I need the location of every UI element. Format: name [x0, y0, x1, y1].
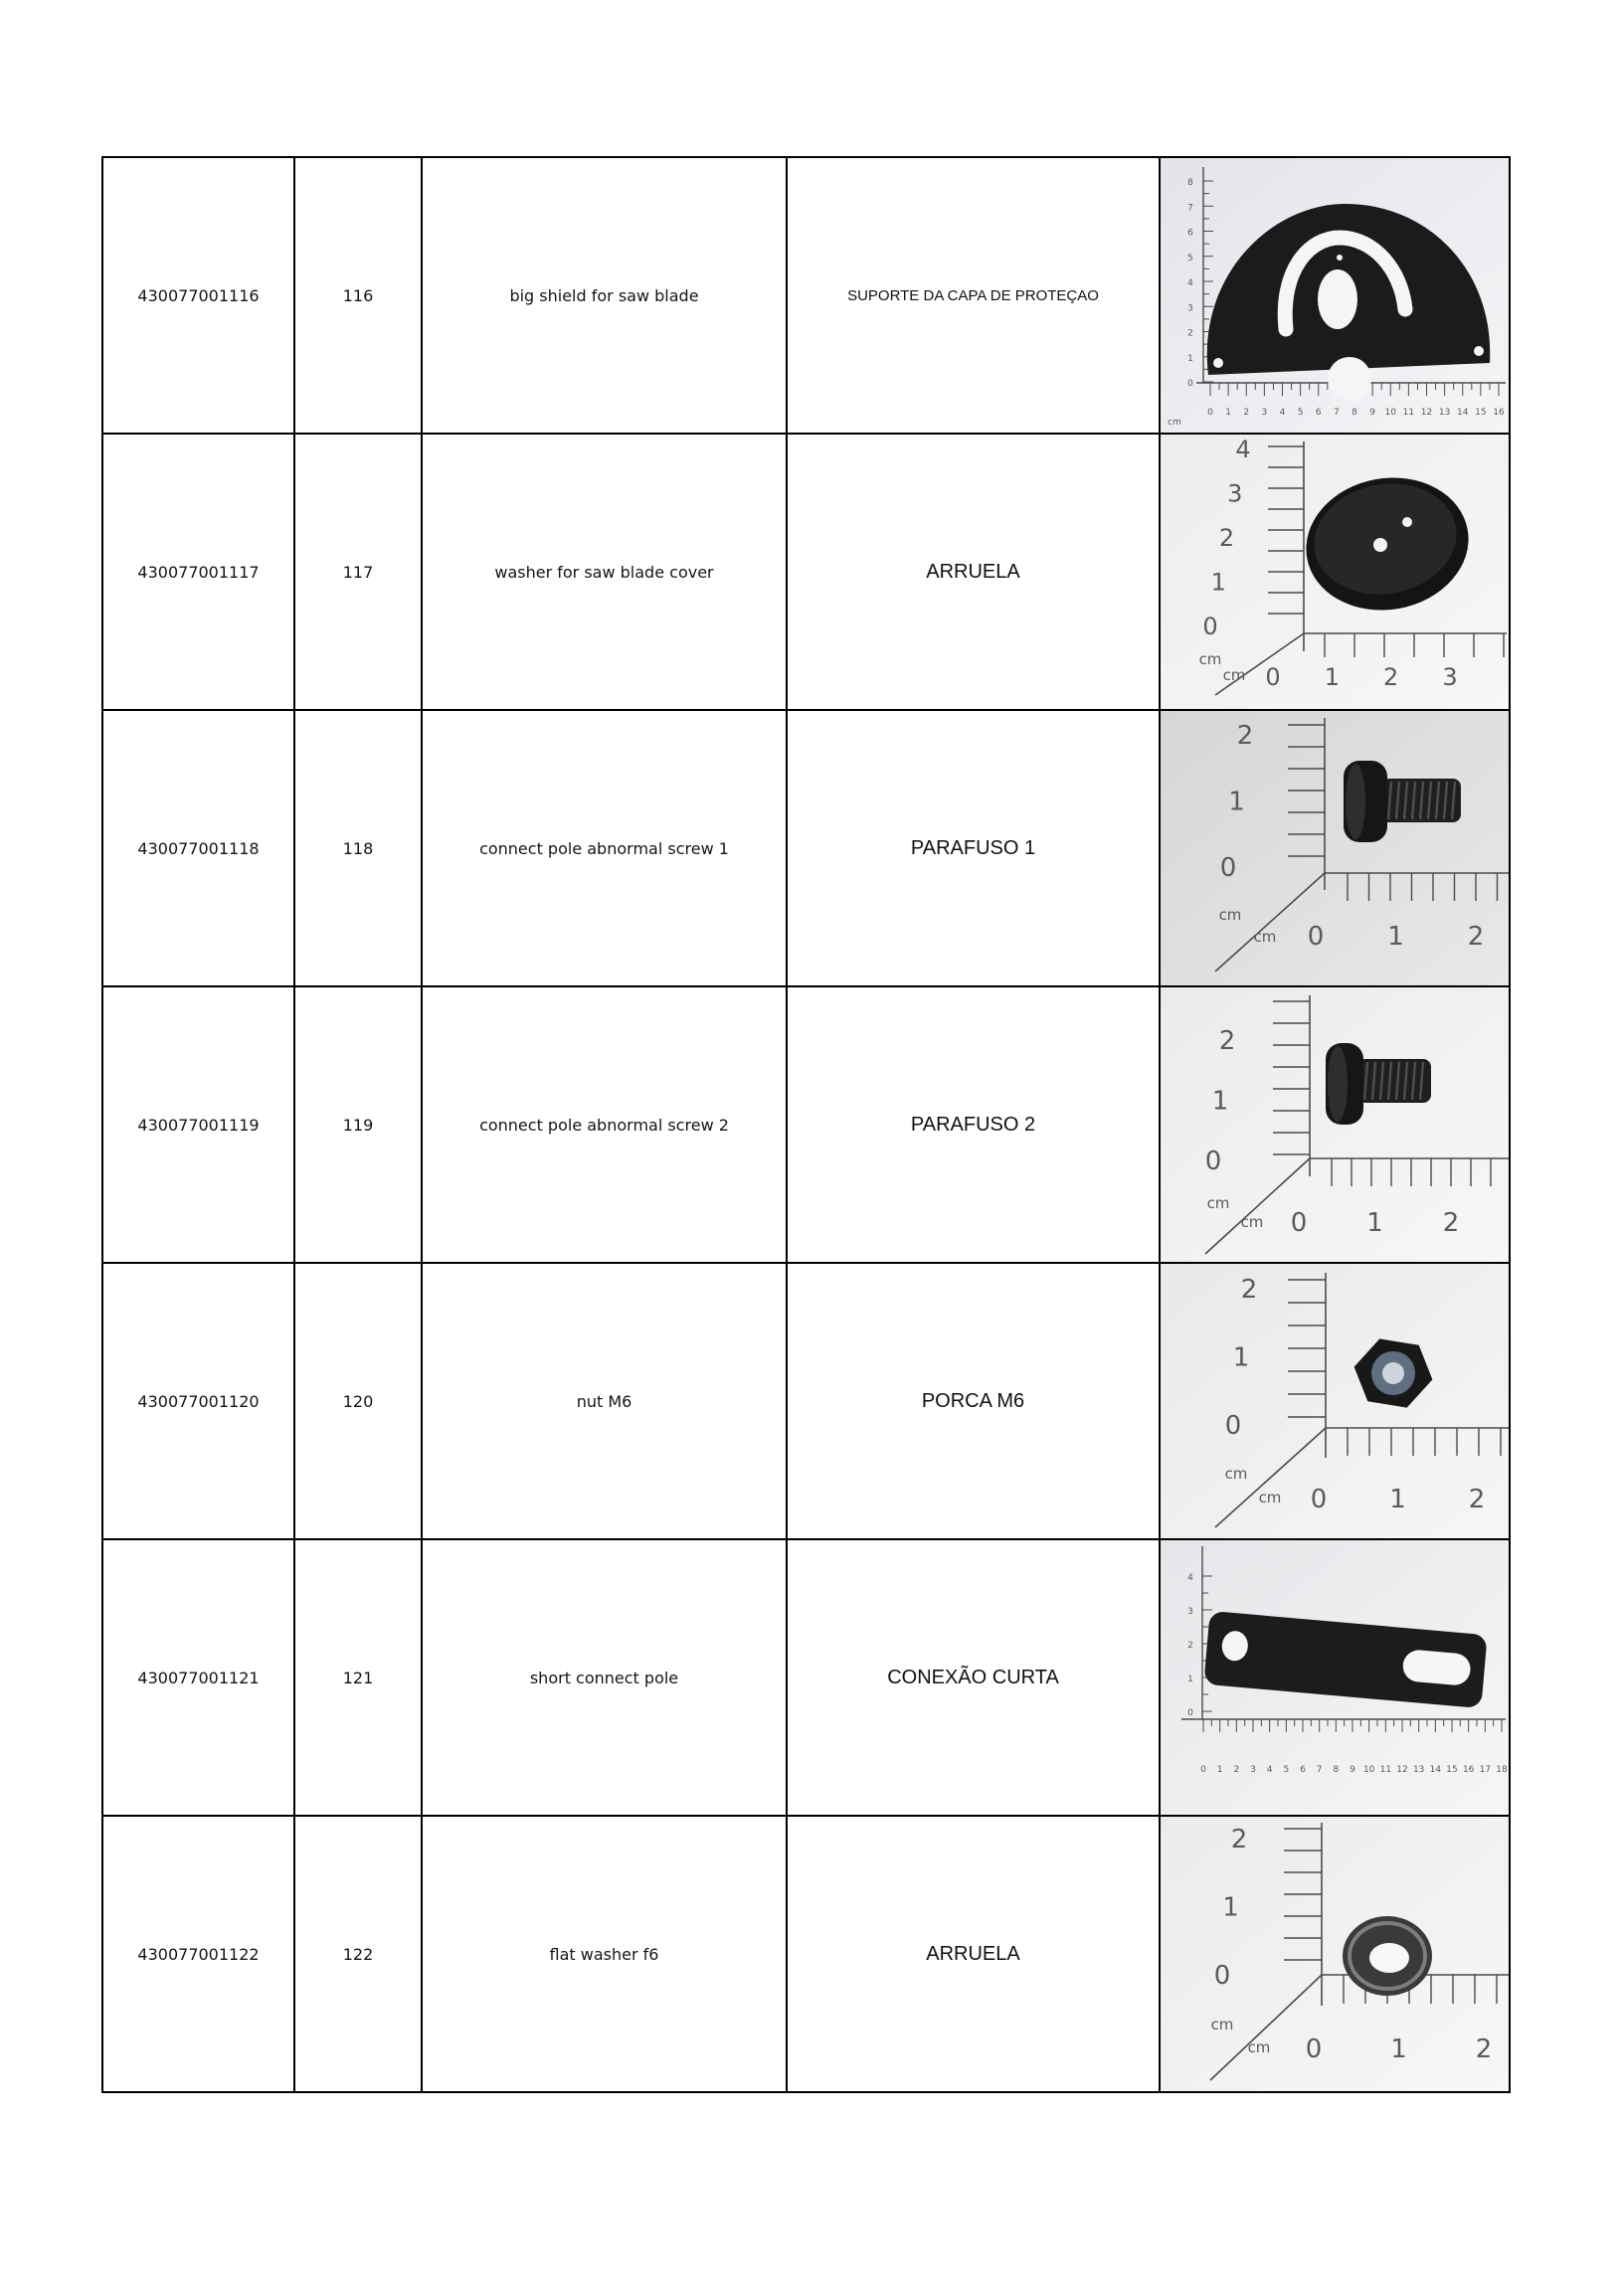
description-pt: PARAFUSO 1: [910, 836, 1036, 859]
part-photo-cell: [1160, 1816, 1510, 2092]
part-photo: [1161, 1817, 1509, 2091]
part-photo-cell: [1160, 986, 1510, 1263]
part-code-cell: [102, 1539, 294, 1816]
scale-label-x: 1: [1324, 663, 1340, 691]
part-number-cell: [294, 710, 422, 986]
unit-label: cm: [1253, 928, 1277, 946]
part-row: [102, 710, 1510, 986]
part-row: [102, 434, 1510, 710]
scale-label-x: 5: [1283, 1765, 1290, 1775]
part-photo-cell: [1160, 157, 1510, 434]
scale-label-y: 4: [1235, 436, 1251, 463]
scale-label-y: 5: [1187, 253, 1193, 264]
unit-label: cm: [1247, 2038, 1271, 2056]
unit-label: cm: [1240, 1213, 1264, 1231]
description-en-cell: [422, 710, 787, 986]
scale-label-x: 12: [1396, 1765, 1408, 1775]
part-code: 430077001116: [137, 285, 260, 305]
part-photo: [1161, 435, 1509, 709]
description-en-cell: [422, 986, 787, 1263]
part-code: 430077001120: [137, 1391, 260, 1411]
scale-label-x: 9: [1350, 1765, 1355, 1775]
scale-label-y: 0: [1202, 613, 1218, 640]
part-photo: [1161, 711, 1509, 985]
photo-background: [1161, 1817, 1509, 2091]
scale-label-y: 1: [1228, 787, 1245, 817]
scale-label-x: 0: [1305, 2034, 1323, 2064]
scale-label-x: 1: [1216, 1765, 1223, 1775]
part-number-cell: [294, 434, 422, 710]
unit-label: cm: [1224, 1465, 1248, 1483]
unit-label: cm: [1210, 2016, 1234, 2033]
part-row: [102, 986, 1510, 1263]
part-code-cell: [102, 1816, 294, 2092]
part-photo-cell: [1160, 434, 1510, 710]
description-en: big shield for saw blade: [509, 285, 699, 305]
scale-label-y: 2: [1187, 1641, 1193, 1651]
description-en-cell: [422, 434, 787, 710]
part-code-cell: [102, 986, 294, 1263]
description-en: nut M6: [576, 1391, 632, 1411]
description-pt-cell: [787, 986, 1160, 1263]
part-number-cell: [294, 1816, 422, 2092]
description-pt-cell: [787, 157, 1160, 434]
scale-label-y: 7: [1187, 203, 1193, 214]
part-code-cell: [102, 1263, 294, 1539]
scale-label-y: 1: [1187, 353, 1193, 364]
scale-label-x: 7: [1316, 1765, 1323, 1775]
description-pt-cell: [787, 1816, 1160, 2092]
description-en: short connect pole: [529, 1668, 679, 1687]
part-number: 122: [342, 1944, 374, 1964]
part-code: 430077001118: [137, 838, 260, 858]
part-number-cell: [294, 986, 422, 1263]
flat-washer-icon: [1343, 1916, 1432, 1996]
scale-label-x: 1: [1225, 408, 1231, 418]
description-pt: ARRUELA: [926, 560, 1020, 583]
scale-label-y: 4: [1187, 1573, 1193, 1583]
part-number-cell: [294, 1263, 422, 1539]
scale-label-x: 5: [1297, 408, 1304, 418]
description-en: connect pole abnormal screw 1: [479, 838, 729, 858]
scale-label-y: 2: [1236, 721, 1254, 751]
part-row: [102, 1816, 1510, 2092]
description-pt: ARRUELA: [926, 1942, 1020, 1965]
scale-label-x: 6: [1300, 1765, 1306, 1775]
part-code: 430077001117: [137, 562, 260, 582]
photo-background: [1161, 711, 1509, 985]
scale-label-y: 3: [1187, 303, 1193, 314]
description-en-cell: [422, 1263, 787, 1539]
part-number: 121: [342, 1668, 374, 1687]
part-photo-cell: [1160, 1539, 1510, 1816]
part-code-cell: [102, 710, 294, 986]
part-number: 119: [342, 1115, 374, 1135]
description-pt-cell: [787, 710, 1160, 986]
scale-label-y: 6: [1187, 228, 1193, 239]
scale-label-x: 14: [1429, 1765, 1442, 1775]
scale-label-x: 10: [1384, 408, 1396, 418]
scale-label-x: 7: [1334, 408, 1340, 418]
unit-label: cm: [1218, 906, 1242, 924]
scale-label-x: 13: [1438, 408, 1451, 418]
scale-label-x: 8: [1352, 408, 1357, 418]
scale-label-x: 0: [1265, 663, 1281, 691]
description-pt-cell: [787, 1263, 1160, 1539]
scale-label-x: 3: [1261, 408, 1268, 418]
scale-label-x: 8: [1333, 1765, 1340, 1775]
scale-label-x: 16: [1462, 1765, 1475, 1775]
scale-label-x: 13: [1412, 1765, 1425, 1775]
scale-label-x: 2: [1243, 408, 1250, 418]
part-code: 430077001121: [137, 1668, 260, 1687]
scale-label-x: 15: [1475, 408, 1487, 418]
part-code: 430077001122: [137, 1944, 260, 1964]
unit-label: cm: [1258, 1489, 1282, 1506]
scale-label-x: 2: [1233, 1765, 1240, 1775]
scale-label-y: 1: [1210, 568, 1226, 597]
part-number: 116: [342, 285, 374, 305]
part-number: 120: [342, 1391, 374, 1411]
scale-label-x: 4: [1279, 408, 1286, 418]
part-photo: [1161, 158, 1509, 433]
unit-label: cm: [1198, 650, 1222, 668]
scale-label-x: 0: [1207, 408, 1213, 418]
scale-label-y: 0: [1204, 1147, 1222, 1176]
description-en-cell: [422, 1539, 787, 1816]
part-row: [102, 157, 1510, 434]
description-en: washer for saw blade cover: [494, 562, 714, 582]
scale-label-y: 3: [1227, 479, 1243, 508]
description-pt: SUPORTE DA CAPA DE PROTEÇAO: [847, 286, 1099, 304]
scale-label-y: 2: [1240, 1275, 1258, 1305]
scale-label-y: 2: [1218, 1026, 1236, 1056]
part-number: 118: [342, 838, 374, 858]
scale-label-y: 0: [1187, 379, 1193, 389]
scale-label-y: 2: [1218, 524, 1235, 552]
scale-label-x: 1: [1390, 2034, 1407, 2064]
scale-label-y: 2: [1187, 328, 1193, 339]
scale-label-x: 3: [1250, 1765, 1256, 1775]
scale-label-y: 1: [1222, 1892, 1239, 1923]
scale-label-y: 1: [1232, 1342, 1250, 1373]
description-pt: CONEXÃO CURTA: [887, 1666, 1059, 1688]
scale-label-y: 0: [1224, 1411, 1242, 1441]
scale-label-y: 0: [1187, 1708, 1193, 1718]
part-code-cell: [102, 434, 294, 710]
part-photo: [1161, 1264, 1509, 1538]
scale-label-x: 2: [1468, 1485, 1486, 1514]
scale-label-x: 10: [1362, 1765, 1375, 1775]
part-number-cell: [294, 157, 422, 434]
scale-label-x: 9: [1369, 408, 1375, 418]
parts-table-body: [102, 157, 1510, 2092]
scale-label-y: 0: [1219, 853, 1237, 883]
scale-label-x: 1: [1387, 922, 1404, 952]
scale-label-x: 0: [1200, 1765, 1206, 1775]
description-en-cell: [422, 157, 787, 434]
part-code-cell: [102, 157, 294, 434]
scale-label-x: 15: [1446, 1765, 1458, 1775]
unit-label: cm: [1206, 1194, 1230, 1212]
scale-label-x: 18: [1496, 1765, 1508, 1775]
scale-label-y: 1: [1211, 1086, 1229, 1117]
scale-label-x: 0: [1307, 922, 1325, 952]
scale-label-x: 11: [1402, 408, 1415, 418]
scale-label-x: 2: [1442, 1208, 1460, 1238]
description-pt-cell: [787, 1539, 1160, 1816]
unit-label: cm: [1168, 418, 1181, 428]
scale-label-y: 8: [1187, 178, 1193, 188]
parts-table: [101, 156, 1511, 2093]
scale-label-x: 17: [1479, 1765, 1492, 1775]
part-photo-cell: [1160, 710, 1510, 986]
description-pt-cell: [787, 434, 1160, 710]
part-row: [102, 1263, 1510, 1539]
scale-label-x: 14: [1457, 408, 1469, 418]
scale-label-x: 11: [1379, 1765, 1392, 1775]
part-number-cell: [294, 1539, 422, 1816]
scale-label-x: 16: [1493, 408, 1505, 418]
description-en: flat washer f6: [549, 1944, 659, 1964]
scale-label-x: 2: [1467, 922, 1485, 952]
unit-label: cm: [1222, 666, 1246, 684]
part-photo: [1161, 987, 1509, 1262]
scale-label-x: 2: [1475, 2034, 1493, 2064]
scale-label-y: 1: [1187, 1675, 1193, 1684]
scale-label-x: 1: [1389, 1485, 1406, 1514]
part-row: [102, 1539, 1510, 1816]
scale-label-x: 3: [1442, 663, 1458, 691]
scale-label-y: 2: [1230, 1825, 1248, 1854]
description-pt: PORCA M6: [921, 1389, 1025, 1412]
description-en: connect pole abnormal screw 2: [479, 1115, 729, 1135]
part-photo-cell: [1160, 1263, 1510, 1539]
description-en-cell: [422, 1816, 787, 2092]
scale-label-x: 6: [1315, 408, 1322, 418]
part-code: 430077001119: [137, 1115, 260, 1135]
photo-background: [1161, 1264, 1509, 1538]
part-number: 117: [342, 562, 374, 582]
description-pt: PARAFUSO 2: [910, 1113, 1036, 1136]
scale-label-x: 4: [1266, 1765, 1273, 1775]
scale-label-x: 2: [1383, 663, 1399, 691]
part-photo: [1161, 1540, 1509, 1815]
scale-label-x: 0: [1290, 1208, 1308, 1238]
scale-label-y: 0: [1213, 1961, 1231, 1991]
scale-label-y: 3: [1187, 1607, 1193, 1617]
scale-label-x: 0: [1310, 1485, 1328, 1514]
scale-label-y: 4: [1187, 278, 1193, 288]
scale-label-x: 12: [1420, 408, 1433, 418]
scale-label-x: 1: [1366, 1208, 1383, 1238]
